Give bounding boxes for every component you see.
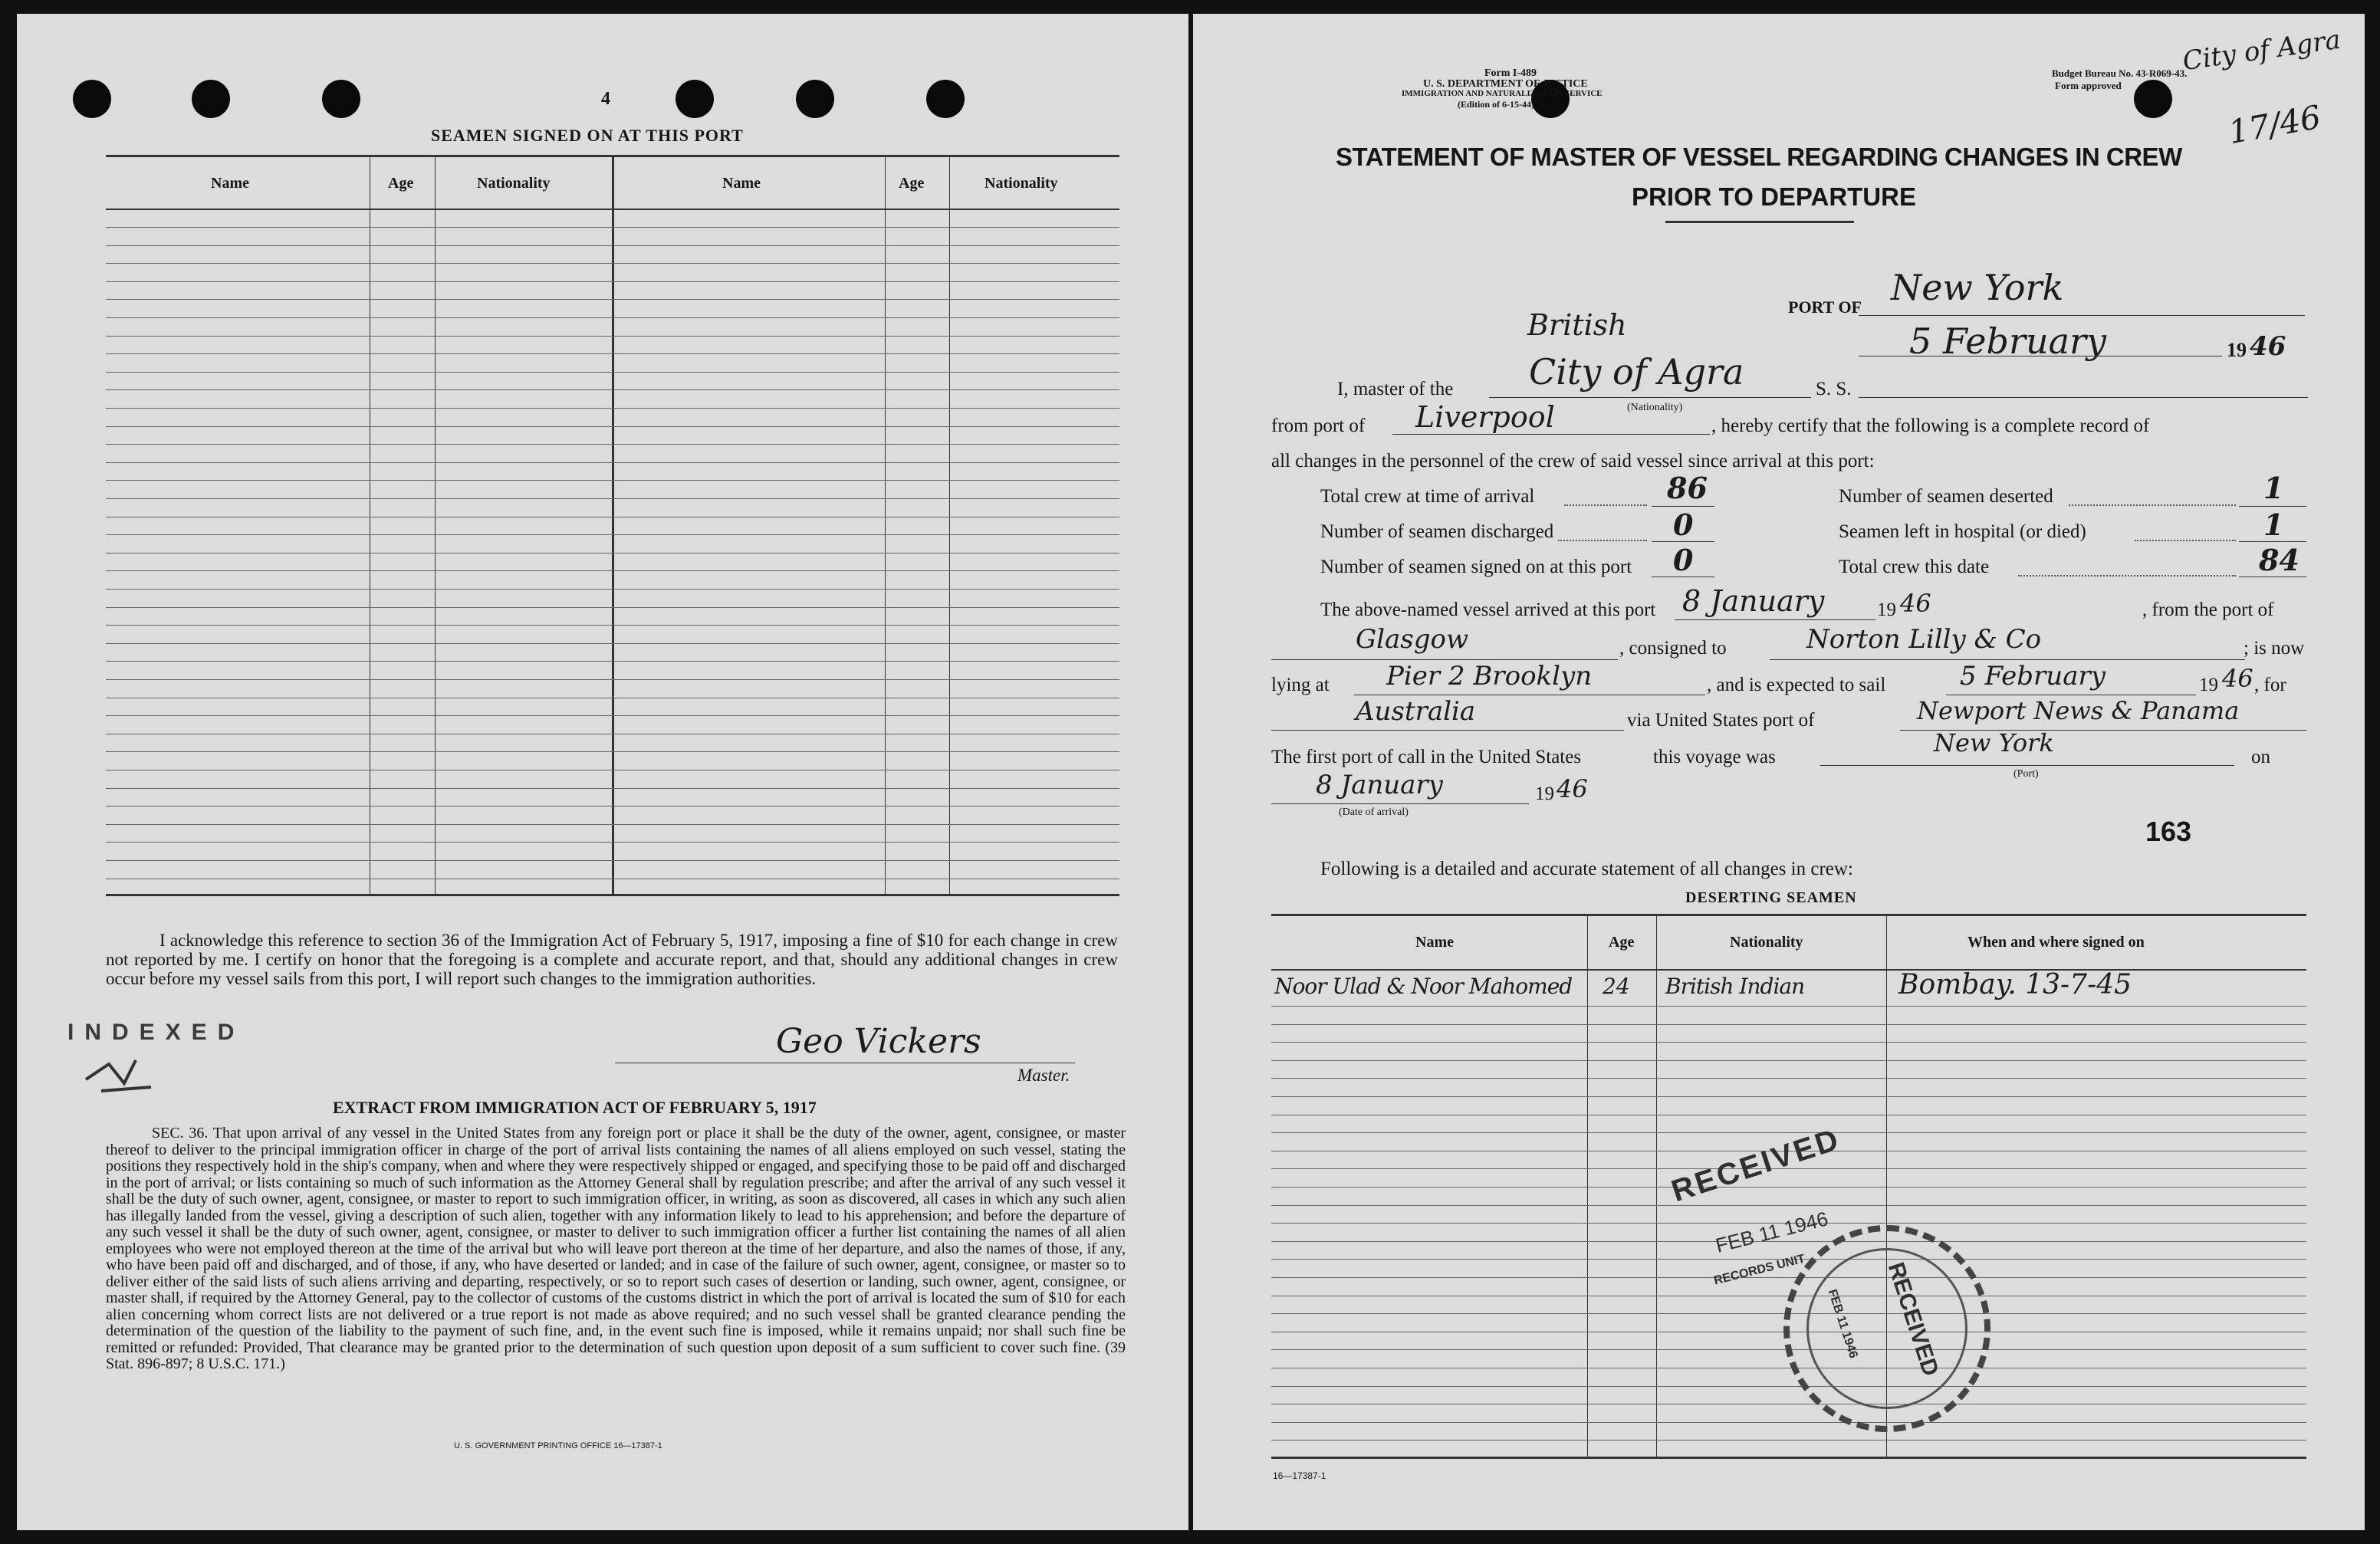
sail-year: 46 xyxy=(2222,664,2253,693)
table-row-rule xyxy=(106,408,1119,409)
date-value: 5 February xyxy=(1909,320,2106,362)
from-the-port-of-label: , from the port of xyxy=(2142,600,2274,620)
dtable-header-rule xyxy=(1271,969,2306,971)
value-line xyxy=(1652,506,1714,507)
dcol-header-nationality: Nationality xyxy=(1730,934,1803,951)
expected-sail-label: , and is expected to sail xyxy=(1707,675,1886,695)
nationality-caption: (Nationality) xyxy=(1627,402,1683,413)
dtable-row-rule xyxy=(1271,1132,2306,1133)
dtable-row-rule xyxy=(1271,1096,2306,1097)
dtable-row-rule xyxy=(1271,1078,2306,1079)
received-stamp-unit: RECORDS UNIT xyxy=(1712,1252,1806,1288)
destination: Australia xyxy=(1356,696,1476,727)
destination-line xyxy=(1271,730,1624,731)
dcol-header-age: Age xyxy=(1609,934,1635,951)
deserter-nationality: British Indian xyxy=(1665,974,1805,999)
table-row-rule xyxy=(106,751,1119,752)
dcol-header-signed-on: When and where signed on xyxy=(1967,934,2145,951)
col-divider xyxy=(612,155,614,894)
ss-label: S. S. xyxy=(1816,379,1852,399)
table-row-rule xyxy=(106,462,1119,463)
col-header-age: Age xyxy=(388,175,414,192)
port-caption: (Port) xyxy=(2013,768,2039,780)
table-row-rule xyxy=(106,661,1119,662)
value-line xyxy=(2239,541,2306,542)
following-text: Following is a detailed and accurate statement of all changes in crew: xyxy=(1320,859,1853,879)
punch-hole xyxy=(73,80,111,118)
from-port-value: Liverpool xyxy=(1415,400,1555,434)
year-suffix: 46 xyxy=(2250,331,2286,362)
from-port-line xyxy=(1392,434,1710,435)
all-changes-text: all changes in the personnel of the crew of said vessel since arrival at this port: xyxy=(1271,451,1875,471)
certify-text: , hereby certify that the following is a complete record of xyxy=(1711,416,2150,436)
dtable-row-rule xyxy=(1271,1187,2306,1188)
form-title-line1: STATEMENT OF MASTER OF VESSEL REGARDING CHANGES IN CREW xyxy=(1336,143,2182,171)
table-row-rule xyxy=(106,534,1119,535)
indexed-initials-mark xyxy=(78,1049,170,1102)
dtable-bottom-rule xyxy=(1271,1457,2306,1459)
table-row-rule xyxy=(106,372,1119,373)
stat-hospital-label: Seamen left in hospital (or died) xyxy=(1839,521,2086,542)
table-row-rule xyxy=(106,317,1119,318)
corner-handwritten-number: 17/46 xyxy=(2225,97,2324,152)
col-header-nationality: Nationality xyxy=(985,175,1058,192)
department: U. S. DEPARTMENT OF JUSTICE xyxy=(1423,78,1588,90)
consignee: Norton Lilly & Co xyxy=(1806,624,2042,655)
leader-dots xyxy=(1558,540,1647,541)
table-row-rule xyxy=(106,553,1119,554)
service: IMMIGRATION AND NATURALIZATION SERVICE xyxy=(1402,89,1603,98)
printer-line: U. S. GOVERNMENT PRINTING OFFICE 16—17387-1 xyxy=(454,1441,662,1450)
extract-text: SEC. 36. That upon arrival of any vessel in the United States from any foreign port or place it shall be the duty of the owner, agent, consignee, or master thereof to deliver to the principal immigration officer in charge of the port of arrival lists containing the names of all aliens employed on such vessel, stating the positions they respectively hold in the ship's company, when and where they were respectively shipped or engaged, and specifying those to be paid off and discharged in the port of arrival; or lists containing so much of such information as the Attorney General shall by regulation prescribe; and after the arrival of any such vessel it shall be the duty of such owner, agent, consignee, or master to report to such immigration officer, in writing, as soon as discovered, all cases in which any such alien has illegally landed from the vessel, giving a description of such alien, together with any information likely to lead to his apprehension; and before the departure of any such vessel it shall be the duty of such owner, agent, consignee, or master to deliver to such immigration officer a further list containing the names of all alien employees who were not employed thereon at the time of the arrival but who will leave port thereon at the time of her departure, and also the names of those, if any, who have been paid off and discharged, and of those, if any, who have deserted or landed; and in case of the failure of such owner, agent, consignee, or master so to deliver either of the said lists of such aliens arriving and departing, respectively, or so to report such cases of desertion or landing, such owner, agent, consignee, or master shall, if required by the Attorney General, pay to the collector of customs of the customs district in which the port of arrival is located the sum of $10 for each alien concerning whom correct lists are not delivered or a true report is not made as above required; and no such vessel shall be granted clearance pending the determination of the question of the liability to the payment of such fine, and, in the event such fine is imposed, while it remains unpaid; nor shall such fine be remitted or refunded: Provided, That clearance may be granted prior to the determination of such question upon deposit of a sum sufficient to cover such fine. (39 Stat. 896-897; 8 U.S.C. 171.) xyxy=(106,1125,1126,1372)
origin-port: Glasgow xyxy=(1356,624,1469,655)
dcol-header-name: Name xyxy=(1415,934,1454,951)
table-row-rule xyxy=(106,389,1119,390)
lying-at-value: Pier 2 Brooklyn xyxy=(1386,661,1593,692)
punch-hole xyxy=(2134,80,2172,118)
dtable-row-rule xyxy=(1271,1241,2306,1242)
col-header-name: Name xyxy=(722,175,761,192)
leader-dots xyxy=(2069,504,2236,506)
vessel-name: City of Agra xyxy=(1529,351,1744,393)
table-row-rule xyxy=(106,643,1119,644)
port-of-value: New York xyxy=(1891,267,2064,308)
dtable-row-rule xyxy=(1271,1422,2306,1423)
year-prefix: 19 xyxy=(2227,339,2247,361)
deserter-age: 24 xyxy=(1603,974,1630,999)
received-stamp-date: FEB 11 1946 xyxy=(1713,1207,1831,1257)
col-divider xyxy=(949,155,950,894)
circular-stamp-text: RECEIVED xyxy=(1882,1259,1944,1379)
indexed-stamp: INDEXED xyxy=(67,1020,245,1045)
leader-dots xyxy=(1564,504,1647,506)
dtable-row-rule xyxy=(1271,1006,2306,1007)
ss-line xyxy=(1859,397,2308,398)
port-of-label: PORT OF xyxy=(1788,297,1862,317)
table-row-rule xyxy=(106,426,1119,427)
table-row-rule xyxy=(106,715,1119,716)
deserter-signed-on: Bombay. 13-7-45 xyxy=(1898,969,2132,1000)
received-stamp: RECEIVED xyxy=(1667,1122,1845,1209)
table-row-rule xyxy=(106,860,1119,861)
lying-at-label: lying at xyxy=(1271,675,1330,695)
sail-year-prefix: 19 xyxy=(2199,675,2218,695)
stat-total-date-label: Total crew this date xyxy=(1839,557,1990,577)
circular-stamp-date: FEB 11 1946 xyxy=(1825,1287,1860,1360)
table-row-rule xyxy=(106,589,1119,590)
table-row-rule xyxy=(106,570,1119,571)
footer-code: 16—17387-1 xyxy=(1273,1470,1326,1481)
table-row-rule xyxy=(106,263,1119,264)
edition: (Edition of 6-15-44) xyxy=(1458,99,1534,110)
table-row-rule xyxy=(106,824,1119,825)
first-port-date: 8 January xyxy=(1316,770,1443,800)
col-header-name: Name xyxy=(211,175,249,192)
table-row-rule xyxy=(106,607,1119,608)
table-row-rule xyxy=(106,245,1119,246)
table-row-rule xyxy=(106,625,1119,626)
dtable-row-rule xyxy=(1271,1060,2306,1061)
stat-discharged-label: Number of seamen discharged xyxy=(1320,521,1554,542)
deserter-name: Noor Ulad & Noor Mahomed xyxy=(1274,974,1573,999)
first-port-year-prefix: 19 xyxy=(1535,783,1554,804)
table-row-rule xyxy=(106,227,1119,228)
stat-signed-on-value: 0 xyxy=(1673,543,1694,577)
col-header-age: Age xyxy=(899,175,925,192)
via-value: Newport News & Panama xyxy=(1917,696,2240,725)
table-row-rule xyxy=(106,299,1119,300)
on-label: on xyxy=(2251,747,2270,767)
dtable-top-rule xyxy=(1271,914,2306,916)
dtable-row-rule xyxy=(1271,1440,2306,1441)
corner-handwritten-note: City of Agra xyxy=(2181,24,2343,77)
table-row-rule xyxy=(106,336,1119,337)
dcol-divider xyxy=(1656,914,1657,1457)
value-line xyxy=(2239,506,2306,507)
col-divider xyxy=(435,155,436,894)
stat-discharged-value: 0 xyxy=(1673,508,1694,542)
table-row-rule xyxy=(106,353,1119,354)
budget-bureau: Budget Bureau No. 43-R069-43. xyxy=(2052,67,2188,79)
stat-deserted-label: Number of seamen deserted xyxy=(1839,486,2053,507)
port-of-line xyxy=(1859,315,2305,316)
table-row-rule xyxy=(106,788,1119,789)
first-port-date-line xyxy=(1271,803,1529,804)
stat-signed-on-label: Number of seamen signed on at this port xyxy=(1320,557,1632,577)
arrived-label: The above-named vessel arrived at this port xyxy=(1320,600,1656,620)
arrived-year: 46 xyxy=(1900,589,1931,618)
form-approved: Form approved xyxy=(2055,80,2122,91)
first-port-year: 46 xyxy=(1557,774,1588,803)
voyage-was-label: this voyage was xyxy=(1653,747,1776,767)
stat-deserted-value: 1 xyxy=(2263,471,2284,505)
leader-dots xyxy=(2135,540,2236,541)
page-number: 4 xyxy=(601,89,610,109)
arrived-date: 8 January xyxy=(1682,584,1825,618)
master-of-the-label: I, master of the xyxy=(1337,379,1454,399)
col-divider xyxy=(885,155,886,894)
vessel-line xyxy=(1489,397,1811,398)
deserting-title: DESERTING SEAMEN xyxy=(1685,889,1857,906)
dcol-divider xyxy=(1587,914,1588,1457)
first-port-line xyxy=(1820,765,2234,766)
stat-total-arrival-value: 86 xyxy=(1667,471,1708,505)
dtable-row-rule xyxy=(1271,1205,2306,1206)
table-row-rule xyxy=(106,444,1119,445)
leader-dots xyxy=(2018,575,2236,577)
sail-date: 5 February xyxy=(1960,661,2106,692)
table-row-rule xyxy=(106,842,1119,843)
stat-total-arrival-label: Total crew at time of arrival xyxy=(1320,486,1535,507)
via-label: via United States port of xyxy=(1627,710,1815,731)
is-now-label: ; is now xyxy=(2244,638,2305,659)
master-signature: Geo Vickers xyxy=(776,1022,981,1061)
table-row-rule xyxy=(106,281,1119,282)
stat-hospital-value: 1 xyxy=(2263,508,2284,542)
punch-hole xyxy=(322,80,360,118)
col-header-nationality: Nationality xyxy=(477,175,551,192)
consignee-line xyxy=(1770,659,2245,660)
value-line xyxy=(1652,541,1714,542)
master-label: Master. xyxy=(1017,1066,1070,1085)
punch-hole xyxy=(796,80,834,118)
punch-hole xyxy=(926,80,965,118)
from-port-label: from port of xyxy=(1271,416,1366,436)
table-row-rule xyxy=(106,498,1119,499)
acknowledgement-text: I acknowledge this reference to section 36 of the Immigration Act of February 5, 1917, imposing a fine of $10 for each change in crew not reported by me. I certify on honor that the foregoing is a complete and accurate report, and that, should any additional changes in crew occur before my vessel sails from this port, I will report such changes to the immigration authorities. xyxy=(106,931,1118,988)
form-id: Form I-489 xyxy=(1484,67,1537,79)
title-underline xyxy=(1665,221,1854,223)
page-stamp-number: 163 xyxy=(2145,816,2192,847)
table-row-rule xyxy=(106,480,1119,481)
arrived-year-prefix: 19 xyxy=(1877,600,1896,620)
right-page xyxy=(1193,14,2365,1530)
origin-line xyxy=(1271,659,1618,660)
left-page xyxy=(17,14,1188,1530)
table-bottom-rule xyxy=(106,894,1119,896)
dtable-row-rule xyxy=(1271,1024,2306,1025)
seamen-signed-on-title: SEAMEN SIGNED ON AT THIS PORT xyxy=(431,126,744,145)
first-port-value: New York xyxy=(1934,728,2054,757)
for-label: , for xyxy=(2254,675,2286,695)
form-title-line2: PRIOR TO DEPARTURE xyxy=(1632,182,1916,211)
dtable-row-rule xyxy=(1271,1277,2306,1278)
dtable-row-rule xyxy=(1271,1386,2306,1387)
punch-hole xyxy=(676,80,714,118)
punch-hole xyxy=(192,80,230,118)
arrived-line xyxy=(1675,619,1875,620)
table-row-rule xyxy=(106,679,1119,680)
date-of-arrival-caption: (Date of arrival) xyxy=(1339,806,1409,818)
consigned-to-label: , consigned to xyxy=(1619,638,1727,659)
nationality-value: British xyxy=(1527,308,1627,342)
first-port-label: The first port of call in the United States xyxy=(1271,747,1582,767)
extract-title: EXTRACT FROM IMMIGRATION ACT OF FEBRUARY 5, 1917 xyxy=(333,1098,817,1117)
stat-total-date-value: 84 xyxy=(2259,543,2299,577)
dtable-row-rule xyxy=(1271,1042,2306,1043)
